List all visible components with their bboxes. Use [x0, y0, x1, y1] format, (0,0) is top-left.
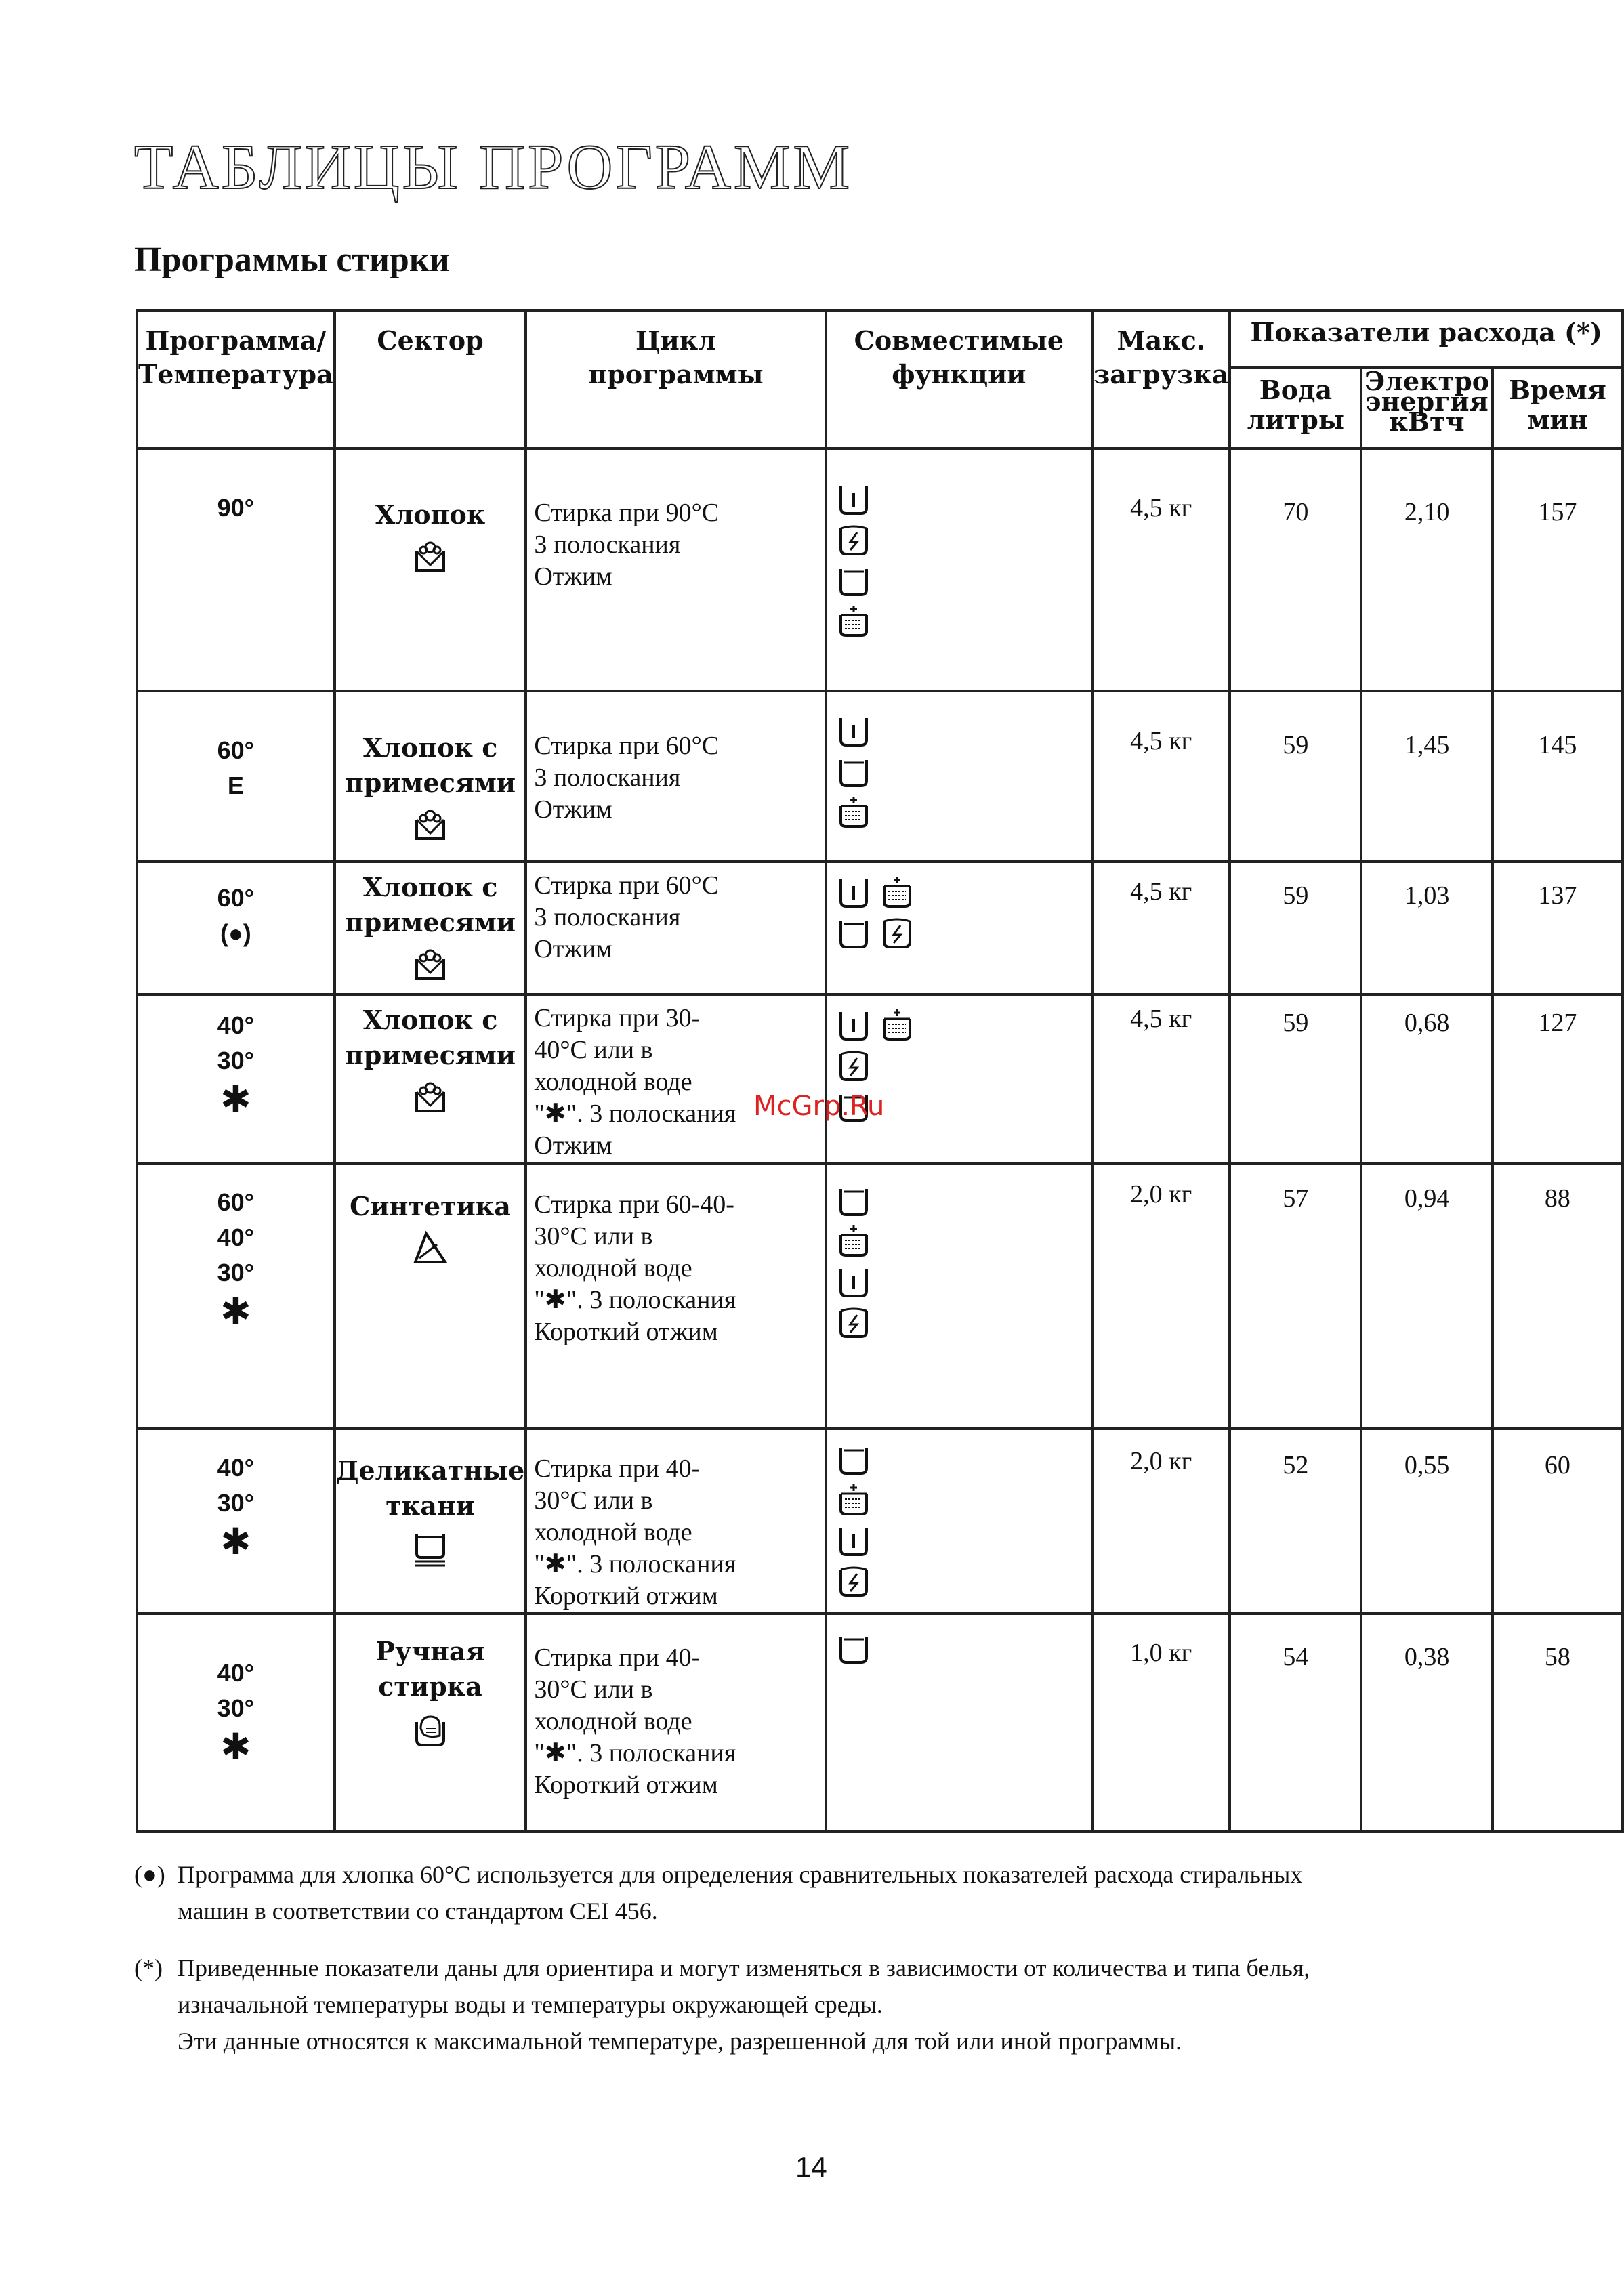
function-icon-row [835, 1178, 1091, 1219]
temperature-value: 60° [217, 1188, 255, 1216]
sector-cell [335, 1614, 526, 1832]
temperature-value: 60° [217, 884, 255, 912]
program-cell [137, 1614, 335, 1832]
time-cell: 137 [1493, 862, 1623, 994]
energy-cell: 0,68 [1361, 994, 1492, 1163]
section-subtitle: Программы стирки [134, 240, 450, 279]
footnote-line: машин в соответствии со стандартом CEI 456. [178, 1897, 658, 1925]
water-cell: 59 [1230, 691, 1361, 862]
page-title: ТАБЛИЦЫ ПРОГРАММ [134, 132, 853, 203]
table-row [137, 994, 1623, 1163]
function-icon-row [835, 870, 1091, 910]
function-icon-row [835, 790, 1091, 831]
function-icon-row [835, 599, 1091, 639]
extra-rinse-icon [835, 1482, 872, 1518]
table-row [137, 1614, 1623, 1832]
time-cell: 58 [1493, 1614, 1623, 1832]
header-time: Время мин [1493, 367, 1623, 448]
sector-name: Хлопок с примесями [344, 872, 516, 938]
handwash-icon [410, 1708, 451, 1749]
rinse-hold-icon [835, 1441, 872, 1477]
functions-cell [826, 1429, 1092, 1614]
half-load-icon [835, 874, 872, 910]
sector-name: Ручная стирка [375, 1636, 485, 1702]
cycle-line: 30°C или в [534, 1222, 653, 1251]
table-row [137, 862, 1623, 994]
max-load-cell: 4,5 кг [1092, 994, 1230, 1163]
temperature-value: 40° [217, 1454, 255, 1482]
cycle-line: Отжим [534, 935, 612, 963]
table-row [137, 691, 1623, 862]
temperature-value: 40° [217, 1659, 255, 1687]
cycle-line: Стирка при 60°C [534, 732, 720, 760]
temperature-value: 90° [217, 494, 255, 522]
half-load-icon [835, 1522, 872, 1559]
table-row [137, 1429, 1623, 1614]
function-icon-row [835, 1559, 1091, 1599]
cycle-line: Стирка при 40- [534, 1454, 701, 1483]
temperature-value: E [227, 772, 244, 799]
cold-wash-icon: ✱ [220, 1725, 251, 1768]
sector-cell [335, 691, 526, 862]
cycle-cell [526, 448, 825, 691]
cycle-line: Стирка при 40- [534, 1643, 701, 1672]
header-water: Вода литры [1230, 367, 1361, 448]
water-cell: 59 [1230, 862, 1361, 994]
page-number: 14 [795, 2151, 827, 2183]
functions-cell [826, 448, 1092, 691]
cotton-icon [410, 944, 451, 985]
cycle-line: Короткий отжим [534, 1771, 718, 1799]
program-cell [137, 691, 335, 862]
cycle-line: Короткий отжим [534, 1318, 718, 1346]
program-table [136, 309, 1624, 1833]
energy-cell: 0,38 [1361, 1614, 1492, 1832]
rinse-hold-icon [835, 1630, 872, 1666]
functions-cell [826, 1614, 1092, 1832]
program-cell [137, 994, 335, 1163]
temperature-value: 30° [217, 1259, 255, 1286]
max-load-cell: 4,5 кг [1092, 448, 1230, 691]
max-load-cell: 1,0 кг [1092, 1614, 1230, 1832]
footnote-2 [134, 1950, 1489, 2059]
cycle-line: холодной воде [534, 1707, 692, 1736]
footnote-line: изначальной температуры воды и температуры окружающей среды. [178, 1991, 883, 2018]
half-load-icon [835, 713, 872, 749]
watermark: McGrp.Ru [753, 1091, 885, 1122]
footnote-line: Эти данные относятся к максимальной температуре, разрешенной для той или иной программы. [178, 2028, 1182, 2055]
cycle-line: холодной воде [534, 1518, 692, 1547]
function-icon-row [835, 910, 1091, 951]
temperature-value: 60° [217, 736, 255, 764]
cycle-line: 30°C или в [534, 1486, 653, 1515]
cycle-line: Стирка при 60-40- [534, 1190, 734, 1219]
cycle-line: Отжим [534, 795, 612, 824]
time-cell: 60 [1493, 1429, 1623, 1614]
energy-cell: 1,03 [1361, 862, 1492, 994]
extra-rinse-icon [835, 1223, 872, 1259]
extra-rinse-icon [835, 794, 872, 831]
footnote-line: Приведенные показатели даны для ориентира и могут изменяться в зависимости от количества и типа белья, [178, 1954, 1310, 1981]
cycle-line: холодной воде [534, 1254, 692, 1282]
energy-cell: 1,45 [1361, 691, 1492, 862]
sector-name: Хлопок с примесями [344, 732, 516, 798]
sector-name: Деликатные ткани [335, 1455, 525, 1521]
function-icon-row [835, 1219, 1091, 1259]
program-cell [137, 1163, 335, 1429]
cycle-line: 30°C или в [534, 1675, 653, 1704]
time-cell: 88 [1493, 1163, 1623, 1429]
max-load-cell: 2,0 кг [1092, 1163, 1230, 1429]
cycle-cell [526, 691, 825, 862]
cycle-line: "✱". 3 полоскания [534, 1550, 736, 1578]
cycle-line: 3 полоскания [534, 530, 681, 559]
extra-rinse-icon [835, 603, 872, 639]
footnotes [134, 1856, 1489, 2080]
half-load-icon [835, 1263, 872, 1300]
cotton-icon [410, 1077, 451, 1118]
function-icon-row [835, 1437, 1091, 1477]
stain-icon [835, 1047, 872, 1084]
cycle-cell [526, 1614, 825, 1832]
sector-cell [335, 994, 526, 1163]
function-icon-row [835, 518, 1091, 558]
cotton-icon [410, 537, 451, 577]
table-row [137, 448, 1623, 691]
functions-cell [826, 862, 1092, 994]
functions-cell [826, 1163, 1092, 1429]
program-cell [137, 862, 335, 994]
footnote-1 [134, 1856, 1489, 1929]
function-icon-row [835, 749, 1091, 790]
extra-rinse-icon [879, 874, 915, 910]
function-icon-row [835, 1043, 1091, 1084]
footnote-line: Программа для хлопка 60°C используется для определения сравнительных показателей расхода стиральных [178, 1861, 1303, 1888]
energy-cell: 2,10 [1361, 448, 1492, 691]
max-load-cell: 4,5 кг [1092, 691, 1230, 862]
synthetic-icon [410, 1228, 451, 1269]
water-cell: 52 [1230, 1429, 1361, 1614]
sector-cell [335, 1163, 526, 1429]
water-cell: 59 [1230, 994, 1361, 1163]
cycle-line: холодной воде [534, 1068, 692, 1096]
stain-icon [835, 522, 872, 558]
header-energy: Электро энергия кВтч [1361, 367, 1492, 448]
half-load-icon [835, 481, 872, 518]
cycle-line: Короткий отжим [534, 1582, 718, 1610]
cold-wash-icon: ✱ [220, 1078, 251, 1120]
temperature-value: 40° [217, 1223, 255, 1251]
cycle-cell [526, 994, 825, 1163]
energy-cell: 0,55 [1361, 1429, 1492, 1614]
time-cell: 145 [1493, 691, 1623, 862]
cycle-line: 40°C или в [534, 1036, 653, 1064]
rinse-hold-icon [835, 915, 872, 951]
cotton-icon [410, 805, 451, 845]
cycle-line: Отжим [534, 562, 612, 591]
max-load-cell: 4,5 кг [1092, 862, 1230, 994]
sector-cell [335, 862, 526, 994]
function-icon-row [835, 709, 1091, 749]
cold-wash-icon: ✱ [220, 1290, 251, 1333]
footnote-mark: (*) [134, 1954, 163, 1981]
temperature-value: 40° [217, 1011, 255, 1039]
rinse-hold-icon [835, 753, 872, 790]
water-cell: 54 [1230, 1614, 1361, 1832]
header-max-load: Макс. загрузка [1092, 310, 1230, 448]
temperature-value: (●) [220, 919, 251, 947]
half-load-icon [835, 1007, 872, 1043]
function-icon-row [835, 477, 1091, 518]
header-consumption: Показатели расхода (*) [1230, 310, 1623, 367]
time-cell: 157 [1493, 448, 1623, 691]
cycle-line: 3 полоскания [534, 763, 681, 792]
sector-name: Хлопок с примесями [344, 1005, 516, 1070]
stain-icon [879, 915, 915, 951]
cycle-cell [526, 1429, 825, 1614]
cycle-line: Стирка при 30- [534, 1004, 701, 1032]
cycle-cell [526, 862, 825, 994]
program-cell [137, 1429, 335, 1614]
header-cycle: Цикл программы [526, 310, 825, 448]
cold-wash-icon: ✱ [220, 1520, 251, 1563]
function-icon-row [835, 1259, 1091, 1300]
rinse-hold-icon [835, 1182, 872, 1219]
cycle-line: Отжим [534, 1131, 612, 1160]
cycle-line: "✱". 3 полоскания [534, 1286, 736, 1314]
energy-cell: 0,94 [1361, 1163, 1492, 1429]
sector-cell [335, 448, 526, 691]
function-icon-row [835, 1300, 1091, 1341]
cycle-line: "✱". 3 полоскания [534, 1099, 736, 1128]
program-cell [137, 448, 335, 691]
cycle-cell [526, 1163, 825, 1429]
cycle-line: Стирка при 90°C [534, 499, 720, 527]
functions-cell [826, 691, 1092, 862]
rinse-hold-icon [835, 562, 872, 599]
cycle-line: 3 полоскания [534, 903, 681, 931]
table-row [137, 1163, 1623, 1429]
function-icon-row [835, 558, 1091, 599]
header-functions: Совместимые функции [826, 310, 1092, 448]
stain-icon [835, 1304, 872, 1341]
header-program: Программа/ Температура [137, 310, 335, 448]
cycle-line: Стирка при 60°C [534, 871, 720, 900]
water-cell: 70 [1230, 448, 1361, 691]
extra-rinse-icon [879, 1007, 915, 1043]
temperature-value: 30° [217, 1694, 255, 1722]
stain-icon [835, 1563, 872, 1599]
header-sector: Сектор [335, 310, 526, 448]
functions-cell [826, 994, 1092, 1163]
temperature-value: 30° [217, 1047, 255, 1074]
footnote-mark: (●) [134, 1861, 165, 1888]
sector-cell [335, 1429, 526, 1614]
function-icon-row [835, 1003, 1091, 1043]
water-cell: 57 [1230, 1163, 1361, 1429]
temperature-value: 30° [217, 1489, 255, 1517]
cycle-line: "✱". 3 полоскания [534, 1739, 736, 1767]
sector-name: Синтетика [350, 1191, 511, 1221]
function-icon-row [835, 1626, 1091, 1666]
sector-name: Хлопок [375, 499, 486, 530]
function-icon-row [835, 1477, 1091, 1518]
delicate-icon [410, 1528, 451, 1568]
function-icon-row [835, 1518, 1091, 1559]
time-cell: 127 [1493, 994, 1623, 1163]
max-load-cell: 2,0 кг [1092, 1429, 1230, 1614]
